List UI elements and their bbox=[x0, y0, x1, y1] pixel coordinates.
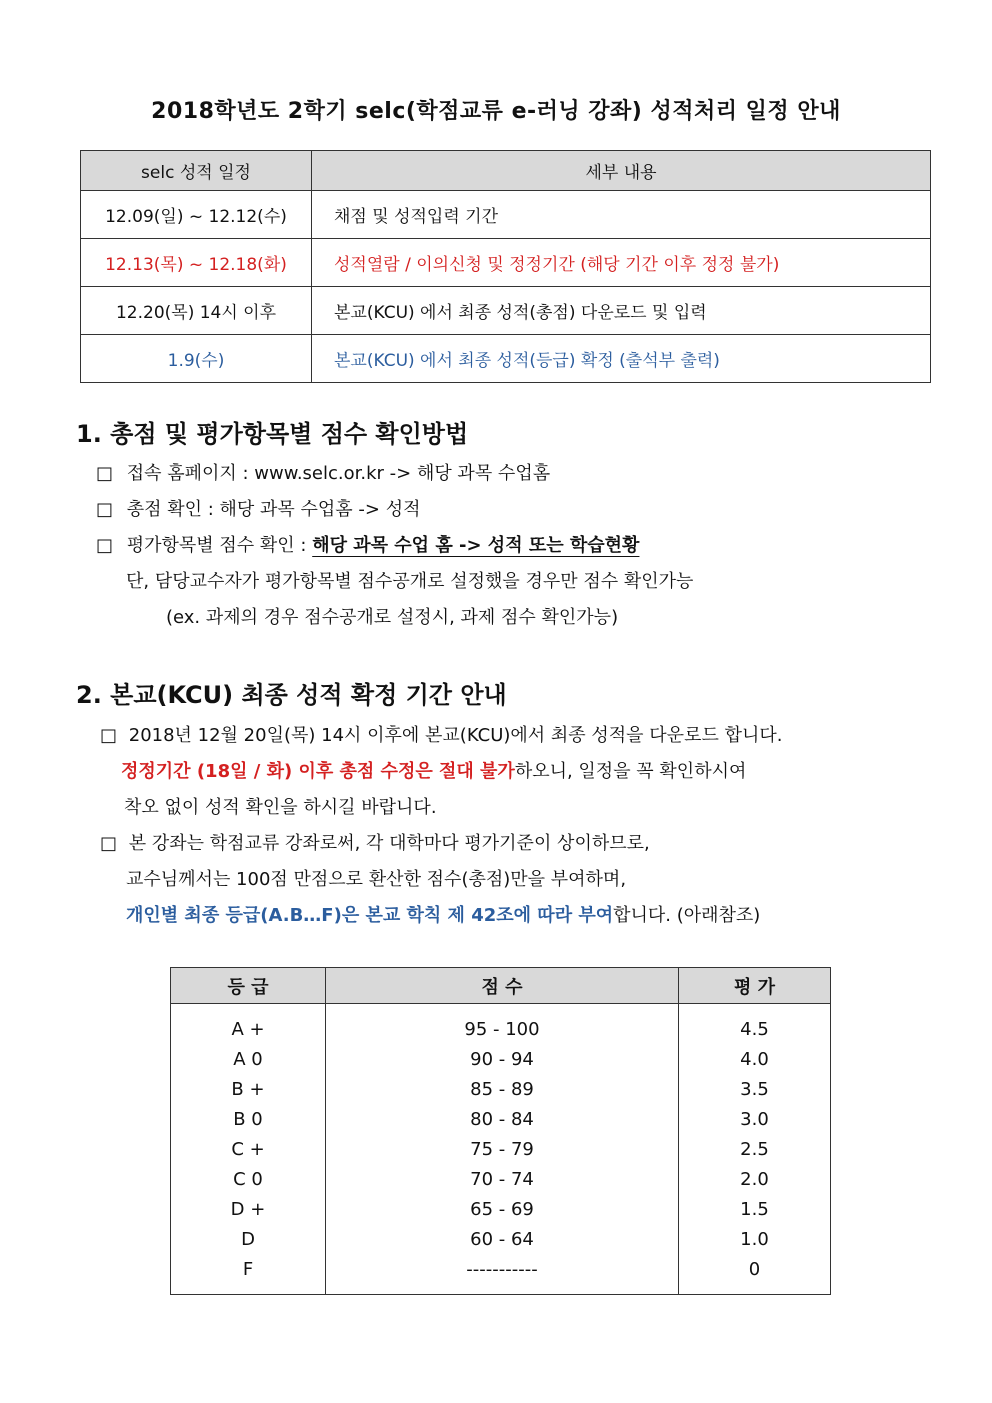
grade-header-point: 평 가 bbox=[679, 968, 831, 1004]
correction-warning: 정정기간 (18일 / 화) 이후 총점 수정은 절대 불가 bbox=[121, 761, 515, 782]
section1-item-text: 접속 홈페이지 : www.selc.or.kr -> 해당 과목 수업홈 bbox=[126, 463, 551, 484]
grade-point: 1.0 bbox=[679, 1224, 831, 1254]
section1-item-text: 총점 확인 : 해당 과목 수업홈 -> 성적 bbox=[126, 499, 421, 520]
checkbox-bullet: □ bbox=[100, 833, 118, 854]
grade-row bbox=[171, 1164, 831, 1194]
section2-text: 하오니, 일정을 꼭 확인하시여 bbox=[514, 761, 747, 782]
grade-point: 1.5 bbox=[679, 1194, 831, 1224]
section2-text: 2018년 12월 20일(목) 14시 이후에 본교(KCU)에서 최종 성적을 다운로드 합니다. bbox=[128, 725, 783, 746]
section1-item bbox=[96, 531, 639, 557]
section1-heading: 1. 총점 및 평가항목별 점수 확인방법 bbox=[76, 420, 469, 448]
grade-row bbox=[171, 1134, 831, 1164]
grade-letter: A + bbox=[171, 1004, 326, 1045]
schedule-row bbox=[81, 287, 931, 335]
grade-score: 65 - 69 bbox=[326, 1194, 679, 1224]
grade-letter: F bbox=[171, 1254, 326, 1295]
section2-paragraph1-line3: 착오 없이 성적 확인을 하시길 바랍니다. bbox=[124, 797, 437, 818]
grade-row bbox=[171, 1194, 831, 1224]
grade-letter: D bbox=[171, 1224, 326, 1254]
grade-letter: B + bbox=[171, 1074, 326, 1104]
grade-point: 2.0 bbox=[679, 1164, 831, 1194]
grade-point: 2.5 bbox=[679, 1134, 831, 1164]
grade-score: 75 - 79 bbox=[326, 1134, 679, 1164]
section1-item-emphasis: 해당 과목 수업 홈 -> 성적 또는 학습현황 bbox=[312, 535, 640, 556]
schedule-detail: 채점 및 성적입력 기간 bbox=[312, 191, 931, 239]
grade-row bbox=[171, 1044, 831, 1074]
grade-letter: C + bbox=[171, 1134, 326, 1164]
schedule-row bbox=[81, 335, 931, 383]
section1-item-text: 평가항목별 점수 확인 : bbox=[126, 535, 313, 556]
section2-paragraph2-line1 bbox=[100, 829, 650, 855]
grade-row bbox=[171, 1254, 831, 1295]
schedule-row bbox=[81, 191, 931, 239]
section2-paragraph2-line2: 교수님께서는 100점 만점으로 환산한 점수(총점)만을 부여하며, bbox=[126, 869, 627, 890]
grade-point: 4.0 bbox=[679, 1044, 831, 1074]
schedule-header-row bbox=[81, 151, 931, 191]
section2-paragraph2-line3 bbox=[126, 901, 760, 927]
checkbox-bullet: □ bbox=[100, 725, 118, 746]
document-title: 2018학년도 2학기 selc(학점교류 e-러닝 강좌) 성적처리 일정 안내 bbox=[151, 99, 841, 124]
grade-score: 85 - 89 bbox=[326, 1074, 679, 1104]
section2-text: 합니다. (아래참조) bbox=[613, 905, 761, 926]
section2-text: 본 강좌는 학점교류 강좌로써, 각 대학마다 평가기준이 상이하므로, bbox=[128, 833, 650, 854]
section2-paragraph1-line2 bbox=[121, 757, 746, 783]
schedule-detail: 본교(KCU) 에서 최종 성적(총점) 다운로드 및 입력 bbox=[312, 287, 931, 335]
grade-row bbox=[171, 1224, 831, 1254]
schedule-detail: 본교(KCU) 에서 최종 성적(등급) 확정 (출석부 출력) bbox=[312, 335, 931, 383]
grade-policy-emphasis: 개인별 최종 등급(A.B…F)은 본교 학칙 제 42조에 따라 부여 bbox=[126, 905, 614, 926]
grade-score: 95 - 100 bbox=[326, 1004, 679, 1045]
section1-example: (ex. 과제의 경우 점수공개로 설정시, 과제 점수 확인가능) bbox=[166, 607, 619, 628]
grade-header-score: 점 수 bbox=[326, 968, 679, 1004]
schedule-header-date: selc 성적 일정 bbox=[81, 151, 312, 191]
grade-score: 80 - 84 bbox=[326, 1104, 679, 1134]
checkbox-bullet: □ bbox=[96, 535, 114, 556]
section1-note: 단, 담당교수자가 평가항목별 점수공개로 설정했을 경우만 점수 확인가능 bbox=[126, 571, 694, 592]
grade-score: 60 - 64 bbox=[326, 1224, 679, 1254]
grade-row bbox=[171, 1074, 831, 1104]
schedule-detail: 성적열람 / 이의신청 및 정정기간 (해당 기간 이후 정정 불가) bbox=[312, 239, 931, 287]
section1-item bbox=[96, 495, 421, 521]
grade-row bbox=[171, 1004, 831, 1045]
schedule-header-detail: 세부 내용 bbox=[312, 151, 931, 191]
grade-score: 70 - 74 bbox=[326, 1164, 679, 1194]
schedule-date: 12.20(목) 14시 이후 bbox=[81, 287, 312, 335]
checkbox-bullet: □ bbox=[96, 463, 114, 484]
grade-point: 3.0 bbox=[679, 1104, 831, 1134]
grade-letter: D + bbox=[171, 1194, 326, 1224]
grade-header-row bbox=[171, 968, 831, 1004]
schedule-date: 1.9(수) bbox=[81, 335, 312, 383]
grade-score: ----------- bbox=[326, 1254, 679, 1295]
section2-paragraph1-line1 bbox=[100, 721, 782, 747]
grade-letter: C 0 bbox=[171, 1164, 326, 1194]
grade-point: 4.5 bbox=[679, 1004, 831, 1045]
grade-table bbox=[170, 967, 831, 1295]
grade-point: 3.5 bbox=[679, 1074, 831, 1104]
schedule-date: 12.13(목) ~ 12.18(화) bbox=[81, 239, 312, 287]
grade-header-grade: 등 급 bbox=[171, 968, 326, 1004]
grade-score: 90 - 94 bbox=[326, 1044, 679, 1074]
section2-heading: 2. 본교(KCU) 최종 성적 확정 기간 안내 bbox=[76, 681, 507, 709]
schedule-row bbox=[81, 239, 931, 287]
schedule-date: 12.09(일) ~ 12.12(수) bbox=[81, 191, 312, 239]
grade-letter: B 0 bbox=[171, 1104, 326, 1134]
schedule-table bbox=[80, 150, 931, 383]
grade-row bbox=[171, 1104, 831, 1134]
section1-item bbox=[96, 459, 550, 485]
checkbox-bullet: □ bbox=[96, 499, 114, 520]
grade-point: 0 bbox=[679, 1254, 831, 1295]
grade-letter: A 0 bbox=[171, 1044, 326, 1074]
